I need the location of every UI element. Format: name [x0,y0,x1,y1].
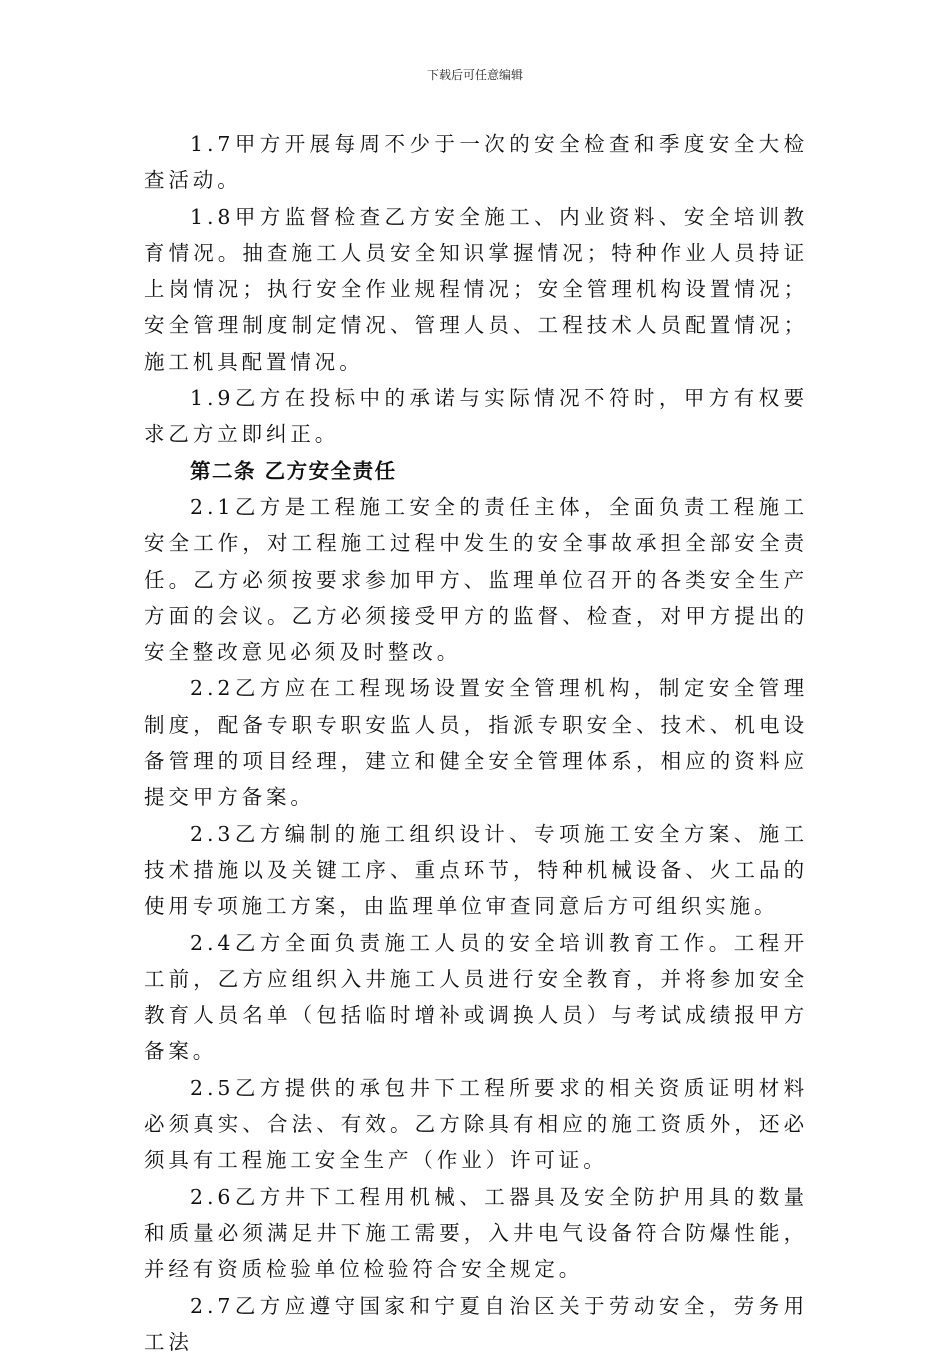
paragraph-2-2: 2.2乙方应在工程现场设置安全管理机构，制定安全管理制度，配备专职专职安监人员，指派专职安全、技术、机电设备管理的项目经理，建立和健全安全管理体系，相应的资料应提交甲方备案。 [144,670,808,815]
paragraph-1-7: 1.7甲方开展每周不少于一次的安全检查和季度安全大检查活动。 [144,126,808,199]
paragraph-2-6: 2.6乙方井下工程用机械、工器具及安全防护用具的数量和质量必须满足井下施工需要，入井电气设备符合防爆性能，并经有资质检验单位检验符合安全规定。 [144,1179,808,1288]
paragraph-2-1: 2.1乙方是工程施工安全的责任主体，全面负责工程施工安全工作，对工程施工过程中发生的安全事故承担全部安全责任。乙方必须按要求参加甲方、监理单位召开的各类安全生产方面的会议。乙方必须接受甲方的监督、检查，对甲方提出的安全整改意见必须及时整改。 [144,489,808,670]
paragraph-1-8: 1.8甲方监督检查乙方安全施工、内业资料、安全培训教育情况。抽查施工人员安全知识掌握情况；特种作业人员持证上岗情况；执行安全作业规程情况；安全管理机构设置情况；安全管理制度制定情况、管理人员、工程技术人员配置情况；施工机具配置情况。 [144,199,808,380]
section-heading: 第二条 乙方安全责任 [144,453,808,489]
paragraph-1-9: 1.9乙方在投标中的承诺与实际情况不符时，甲方有权要求乙方立即纠正。 [144,380,808,453]
paragraph-2-4: 2.4乙方全面负责施工人员的安全培训教育工作。工程开工前，乙方应组织入井施工人员进行安全教育，并将参加安全教育人员名单（包括临时增补或调换人员）与考试成绩报甲方备案。 [144,925,808,1070]
document-body [144,126,808,1360]
paragraph-2-7: 2.7乙方应遵守国家和宁夏自治区关于劳动安全，劳务用工法 [144,1288,808,1360]
paragraph-2-3: 2.3乙方编制的施工组织设计、专项施工安全方案、施工技术措施以及关键工序、重点环节，特种机械设备、火工品的使用专项施工方案，由监理单位审查同意后方可组织实施。 [144,816,808,925]
paragraph-2-5: 2.5乙方提供的承包井下工程所要求的相关资质证明材料必须真实、合法、有效。乙方除具有相应的施工资质外，还必须具有工程施工安全生产（作业）许可证。 [144,1070,808,1179]
page-header: 下载后可任意编辑 [0,66,950,83]
